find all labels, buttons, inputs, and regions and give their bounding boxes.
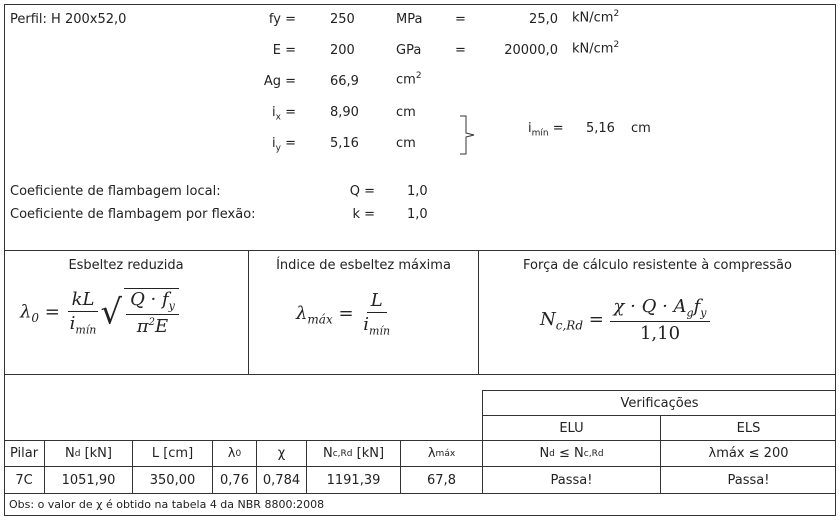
td-pilar: 7C — [15, 472, 33, 488]
prop-ix-symbol: $i_x$ = — [272, 105, 296, 123]
verif-els: ELS — [736, 420, 761, 436]
imin-unit: cm — [631, 121, 651, 136]
verif-elu: ELU — [559, 420, 584, 436]
prop-e-conv-unit: $kN/cm^2$ — [572, 40, 620, 57]
prop-ix-unit: cm — [396, 105, 416, 120]
profile-label: Perfil: H 200x52,0 — [10, 12, 127, 27]
prop-e-eq: = — [455, 43, 466, 58]
verif-title: Verificações — [620, 395, 699, 411]
divider-props — [4, 250, 836, 251]
td-chi: 0,784 — [262, 472, 301, 488]
imin-value: 5,16 — [586, 121, 615, 136]
prop-e-symbol: E = — [272, 43, 296, 58]
prop-e-conv: 20000,0 — [504, 43, 558, 58]
th-lambda0: λ 0 — [227, 446, 242, 461]
th-l: L [cm] — [151, 446, 194, 461]
th-lambda-max: λ máx — [427, 446, 456, 461]
prop-iy-symbol: $i_y$ = — [272, 136, 296, 154]
table-row-bottom — [4, 493, 836, 494]
th-ncrd: N c,Rd [kN] — [322, 446, 385, 461]
coef-flex-label: Coeficiente de flambagem por flexão: — [10, 207, 256, 222]
th-elu-cond: N d ≤ N c,Rd — [539, 446, 604, 461]
prop-ag-value: 66,9 — [330, 74, 359, 89]
td-ncrd: 1191,39 — [326, 472, 381, 488]
coef-flex-value: 1,0 — [407, 207, 428, 222]
td-elu-result: Passa! — [550, 472, 593, 488]
prop-e-value: 200 — [330, 43, 355, 58]
td-lambda0: 0,76 — [220, 472, 249, 488]
th-chi: χ — [277, 446, 286, 461]
formula-3-title: Força de cálculo resistente à compressão — [523, 258, 792, 273]
divider-formulas — [4, 374, 836, 375]
prop-fy-conv-unit: $kN/cm^2$ — [572, 9, 620, 26]
prop-ix-value: 8,90 — [330, 105, 359, 120]
prop-fy-symbol: fy = — [268, 12, 296, 27]
prop-fy-eq: = — [455, 12, 466, 27]
imin-symbol: $i_{mín}$ = — [528, 121, 564, 139]
prop-e-unit: GPa — [396, 43, 422, 58]
th-els-cond: λmáx ≤ 200 — [708, 446, 789, 461]
th-pilar: Pilar — [9, 446, 39, 461]
formula-2-title: Índice de esbeltez máxima — [276, 258, 451, 273]
brace-icon — [458, 114, 484, 156]
prop-iy-value: 5,16 — [330, 136, 359, 151]
td-l: 350,00 — [149, 472, 196, 488]
prop-ag-unit: $cm^2$ — [396, 71, 422, 88]
formula-slenderness: $\lambda_0$ = $\frac{kL}{i_{mín}}$ √ $\frac{Q \cdot f_y}{\pi^2E}$ — [20, 288, 179, 337]
coef-local-label: Coeficiente de flambagem local: — [10, 184, 221, 199]
observation-note: Obs: o valor de χ é obtido na tabela 4 da NBR 8800:2008 — [9, 498, 325, 511]
th-nd: N d [kN] — [65, 446, 112, 461]
coef-local-symbol: Q = — [349, 184, 375, 199]
td-lambda-max: 67,8 — [427, 472, 456, 488]
coef-local-value: 1,0 — [407, 184, 428, 199]
prop-fy-value: 250 — [330, 12, 355, 27]
coef-flex-symbol: k = — [352, 207, 375, 222]
formula-compression: $N_{c,Rd}$ = $\frac{\chi \cdot Q \cdot A_gf_y}{1,10}$ — [540, 296, 710, 344]
formula-1-title: Esbeltez reduzida — [68, 258, 184, 273]
prop-fy-conv: 25,0 — [529, 12, 558, 27]
prop-iy-unit: cm — [396, 136, 416, 151]
formula-max-slenderness: $\lambda_{máx}$ = $\frac{L}{i_{mín}}$ — [296, 290, 391, 338]
prop-fy-unit: MPa — [396, 12, 423, 27]
td-els-result: Passa! — [727, 472, 770, 488]
prop-ag-symbol: Ag = — [263, 74, 296, 89]
td-nd: 1051,90 — [61, 472, 116, 488]
